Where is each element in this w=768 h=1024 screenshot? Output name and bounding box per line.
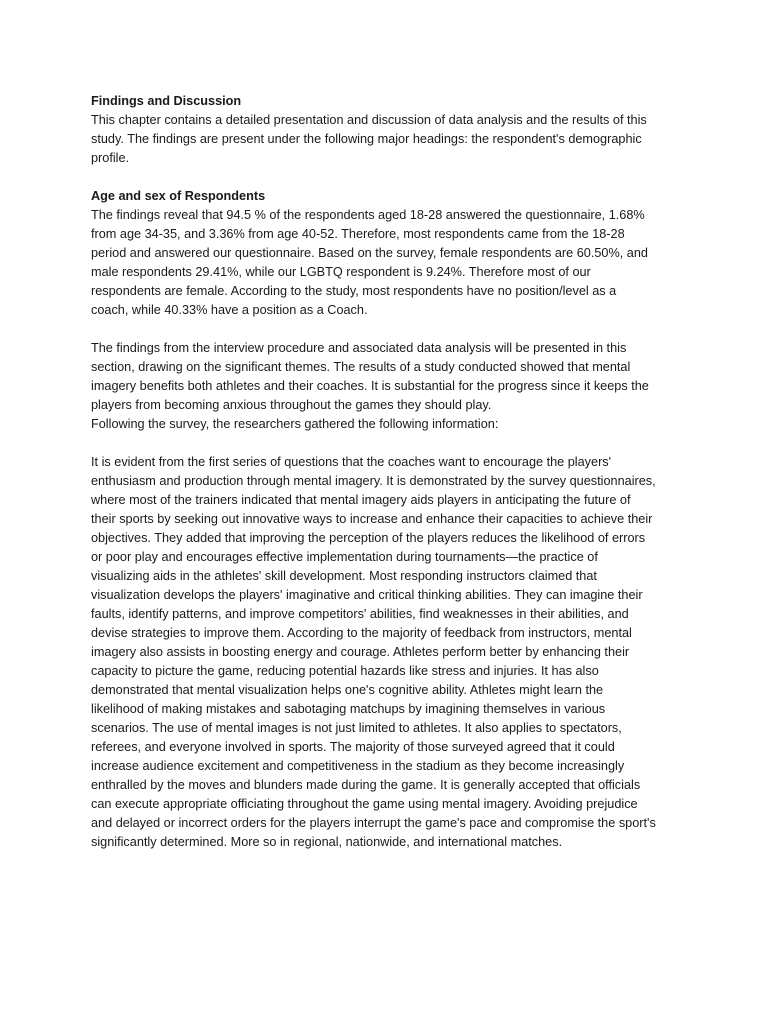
interview-paragraph: The findings from the interview procedure and associated data analysis will be presented in this section, drawing on the significant themes. The results of a study conducted showed that mental imagery benefits both athletes and their coaches. It is substantial for the progress since it keeps the players from becoming anxious throughout the games they should play. [91, 341, 649, 412]
findings-paragraph: It is evident from the first series of questions that the coaches want to encourage the players' enthusiasm and production through mental imagery. It is demonstrated by the survey questionnaires, where most of the trainers indicated that mental imagery aids players in anticipating the future of their sports by seeking out innovative ways to increase and enhance their capacities to achieve their objectives. They added that improving the perception of the players reduces the likelihood of errors or poor play and encourages effective implementation during tournaments—the practice of visualizing aids in the athletes' skill development. Most responding instructors claimed that visualization develops the players' imaginative and critical thinking abilities. They can imagine their faults, identify patterns, and improve competitors' abilities, find weaknesses in their abilities, and devise strategies to improve them. According to the majority of feedback from instructors, mental imagery also assists in boosting energy and courage. Athletes perform better by enhancing their capacity to picture the game, reducing potential hazards like stress and injuries. It has also demonstrated that mental visualization helps one's cognitive ability. Athletes might learn the likelihood of making mistakes and sabotaging matchups by imagining themselves in various scenarios. The use of mental images is not just limited to athletes. It also applies to spectators, referees, and everyone involved in sports. The majority of those surveyed agreed that it could increase audience excitement and competitiveness in the stadium as they become increasingly enthralled by the moves and blunders made during the game. It is generally accepted that officials can execute appropriate officiating throughout the game using mental imagery. Avoiding prejudice and delayed or incorrect orders for the players interrupt the game's pace and compromise the sport's significantly determined. More so in regional, nationwide, and international matches. [91, 455, 656, 849]
intro-paragraph: This chapter contains a detailed presentation and discussion of data analysis and the results of this study. The findings are present under the following major headings: the respondent's demographic profile. [91, 113, 647, 165]
section-heading: Age and sex of Respondents [91, 189, 266, 203]
survey-line: Following the survey, the researchers gathered the following information: [91, 417, 499, 431]
chapter-title: Findings and Discussion [91, 94, 242, 108]
demographics-paragraph: The findings reveal that 94.5 % of the respondents aged 18-28 answered the questionnaire, 1.68% from age 34-35, and 3.36% from age 40-52. Therefore, most respondents came from the 18-28 period and answered our questionnaire. Based on the survey, female respondents are 60.50%, and male respondents 29.41%, while our LGBTQ respondent is 9.24%. Therefore most of our respondents are female. According to the study, most respondents have no position/level as a coach, while 40.33% have a position as a Coach. [91, 208, 648, 317]
document-body [91, 92, 657, 852]
